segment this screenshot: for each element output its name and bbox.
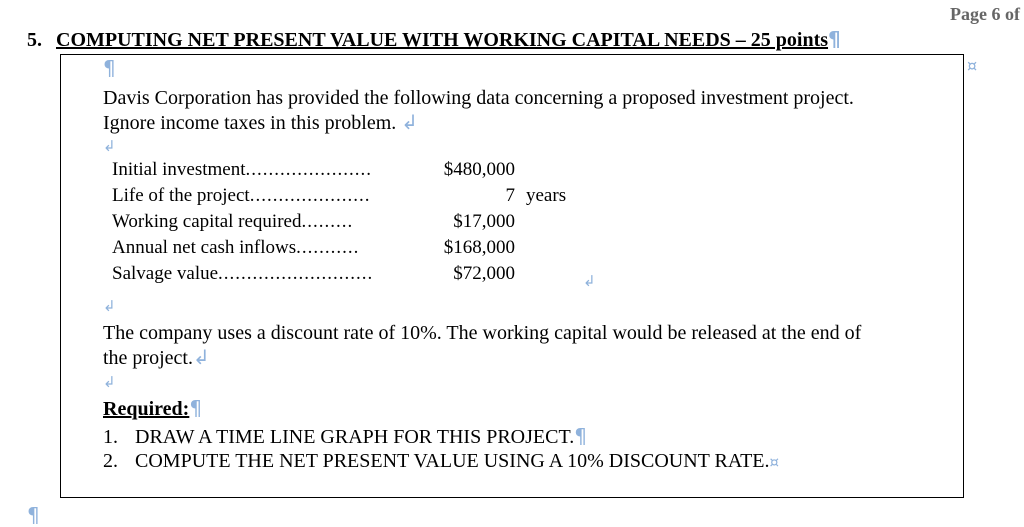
cell-end-mark: ¤: [769, 453, 780, 471]
question-number: 5.: [27, 29, 42, 51]
return-mark: ↲: [103, 137, 116, 155]
row-label: Annual net cash inflows...........: [112, 237, 360, 258]
pilcrow-mark: ¶: [574, 424, 587, 448]
question-heading: [27, 27, 841, 52]
required-heading-row: [103, 396, 202, 421]
intro-line-2: Ignore income taxes in this problem.: [103, 112, 397, 134]
discount-line-2: the project.: [103, 347, 193, 369]
row-label: Salvage value...........................: [112, 263, 374, 284]
required-item-number: 1.: [103, 426, 118, 448]
required-item-text: COMPUTE THE NET PRESENT VALUE USING A 10% DISCOUNT RATE.: [135, 450, 770, 472]
pilcrow-mark: ¶: [828, 27, 841, 51]
row-label: Initial investment......................: [112, 159, 373, 180]
required-item-number: 2.: [103, 450, 118, 472]
discount-paragraph: [103, 321, 861, 370]
required-item-text: DRAW A TIME LINE GRAPH FOR THIS PROJECT.: [135, 426, 575, 448]
row-label: Life of the project.....................: [112, 185, 371, 206]
row-value: 7: [505, 185, 515, 206]
row-label: Working capital required.........: [112, 211, 354, 232]
row-unit: years: [526, 185, 567, 206]
required-heading: Required:: [103, 398, 190, 420]
pilcrow-mark: ¶: [27, 503, 40, 527]
data-row: [112, 157, 592, 183]
return-mark: ↲: [103, 373, 116, 391]
data-row: [112, 261, 592, 287]
data-row: [112, 209, 592, 235]
required-list: [103, 424, 779, 474]
data-row: [112, 183, 592, 209]
cell-end-mark: ¤: [967, 56, 978, 75]
data-table: [112, 157, 592, 287]
row-value: $480,000: [443, 159, 515, 180]
row-value: $17,000: [453, 211, 515, 232]
required-item-1: [103, 424, 779, 449]
intro-line-1: Davis Corporation has provided the following data concerning a proposed investment project.: [103, 87, 854, 109]
return-mark: ↲: [103, 297, 116, 315]
discount-line-1: The company uses a discount rate of 10%. The working capital would be released at the end of: [103, 322, 862, 344]
return-mark: ↲: [192, 345, 210, 369]
page-number: Page 6 of: [950, 4, 1020, 24]
intro-paragraph: [103, 86, 854, 135]
data-row: [112, 235, 592, 261]
pilcrow-mark: ¶: [103, 56, 116, 80]
row-value: $72,000: [453, 263, 515, 284]
row-value: $168,000: [443, 237, 515, 258]
question-title: COMPUTING NET PRESENT VALUE WITH WORKING CAPITAL NEEDS – 25 points: [56, 29, 829, 51]
return-mark: ↲: [401, 110, 419, 134]
return-mark: ↲: [583, 272, 596, 290]
pilcrow-mark: ¶: [189, 396, 203, 420]
required-item-2: [103, 449, 779, 474]
